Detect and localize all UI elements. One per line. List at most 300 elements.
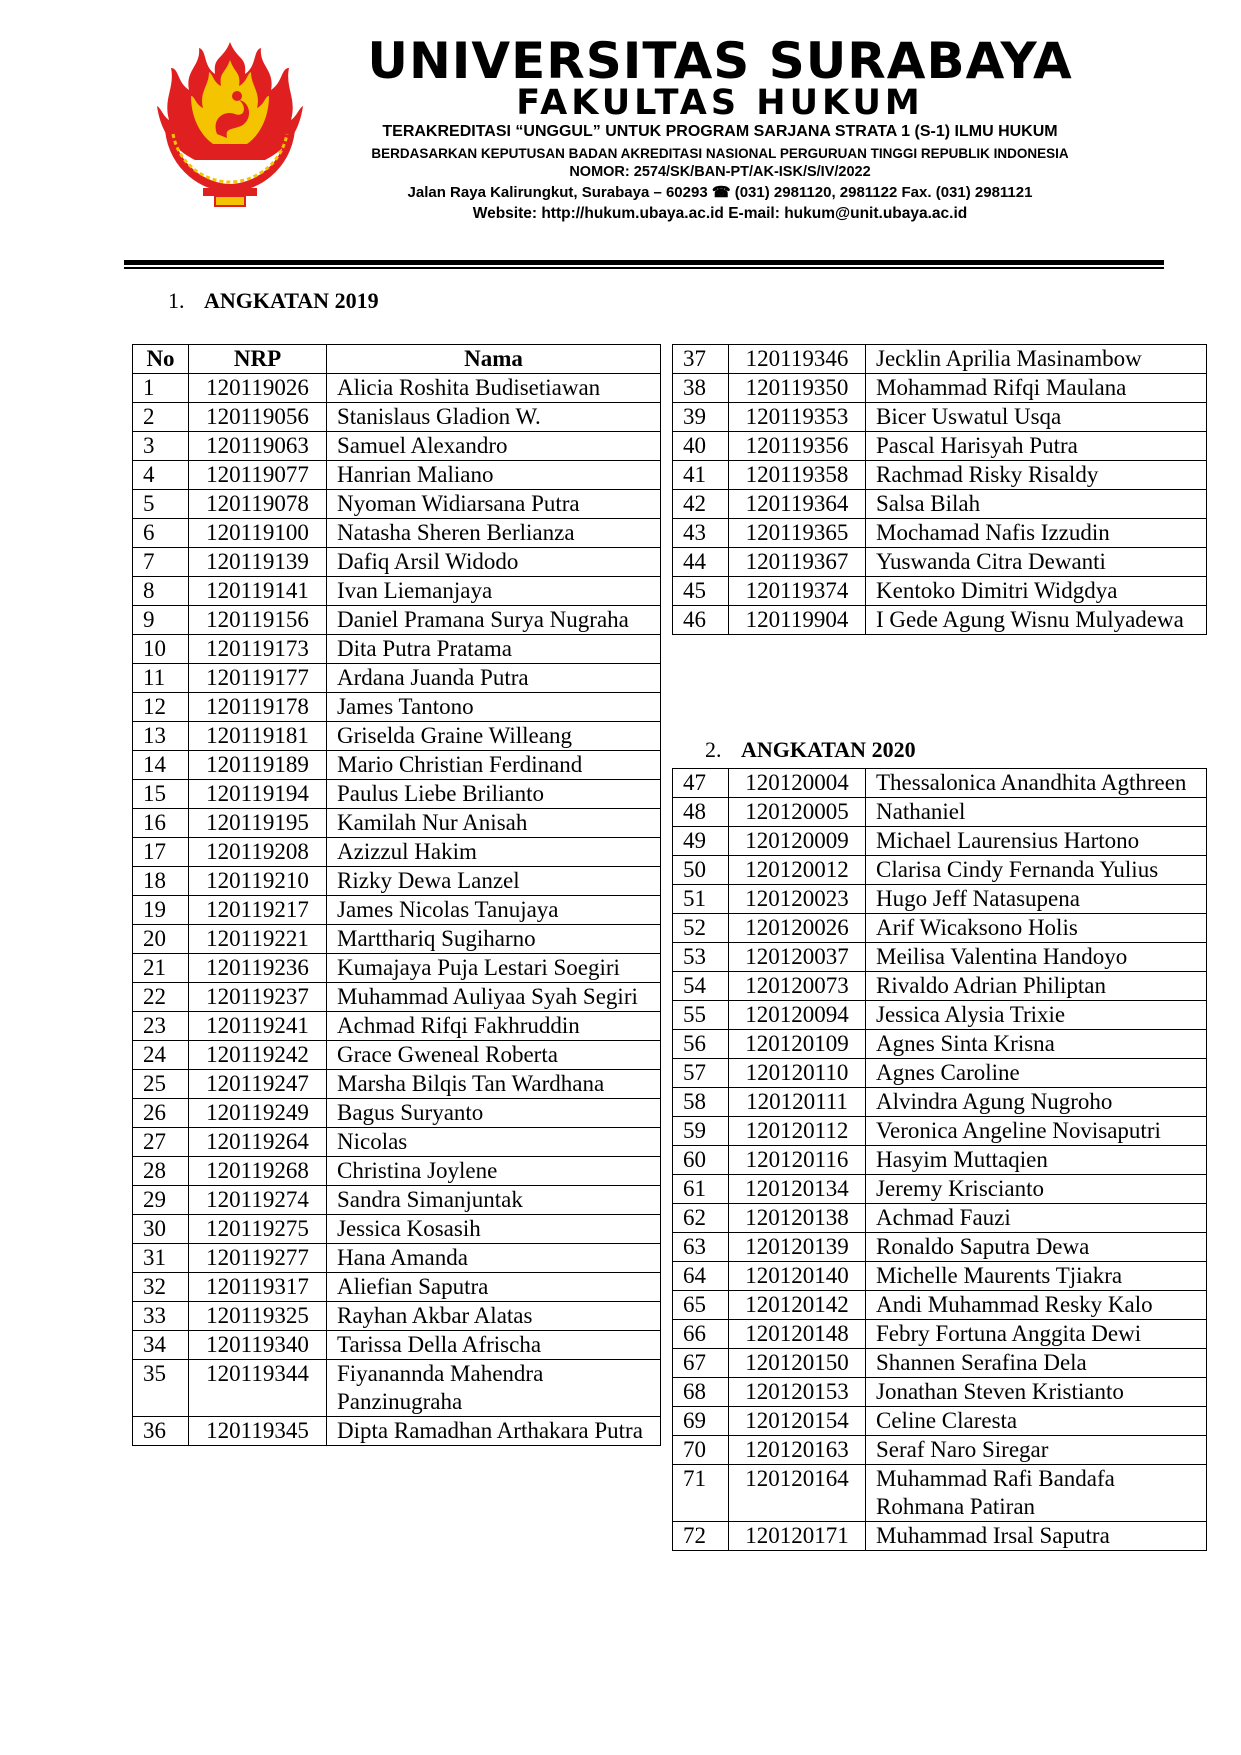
name-cell: Muhammad Rafi Bandafa Rohmana Patiran: [866, 1465, 1207, 1522]
table-row: [673, 914, 1207, 943]
row-number: 31: [133, 1244, 189, 1273]
row-number: 13: [133, 722, 189, 751]
student-table-2019-left: [132, 344, 661, 1446]
row-number: 16: [133, 809, 189, 838]
table-row: [673, 1204, 1207, 1233]
header-divider: [124, 260, 1164, 265]
nrp-cell: 120119056: [189, 403, 327, 432]
table-row: [133, 1099, 661, 1128]
nrp-cell: 120119217: [189, 896, 327, 925]
name-cell: Dipta Ramadhan Arthakara Putra: [327, 1417, 661, 1446]
row-number: 61: [673, 1175, 729, 1204]
name-cell: Nicolas: [327, 1128, 661, 1157]
row-number: 27: [133, 1128, 189, 1157]
nrp-cell: 120120150: [729, 1349, 866, 1378]
table-row: [673, 885, 1207, 914]
nrp-cell: 120120148: [729, 1320, 866, 1349]
nrp-cell: 120119904: [729, 606, 866, 635]
nrp-cell: 120119277: [189, 1244, 327, 1273]
name-cell: Bagus Suryanto: [327, 1099, 661, 1128]
row-number: 9: [133, 606, 189, 635]
name-cell: Muhammad Auliyaa Syah Segiri: [327, 983, 661, 1012]
nrp-cell: 120120110: [729, 1059, 866, 1088]
row-number: 7: [133, 548, 189, 577]
row-number: 12: [133, 693, 189, 722]
table-row: [673, 1378, 1207, 1407]
row-number: 30: [133, 1215, 189, 1244]
table-row: [133, 1012, 661, 1041]
name-cell: James Nicolas Tanujaya: [327, 896, 661, 925]
nrp-cell: 120119181: [189, 722, 327, 751]
name-cell: Kamilah Nur Anisah: [327, 809, 661, 838]
name-cell: Muhammad Irsal Saputra: [866, 1522, 1207, 1551]
row-number: 11: [133, 664, 189, 693]
nrp-cell: 120119156: [189, 606, 327, 635]
name-cell: Michael Laurensius Hartono: [866, 827, 1207, 856]
nrp-cell: 120119063: [189, 432, 327, 461]
accreditation-line: TERAKREDITASI “UNGGUL” UNTUK PROGRAM SARJANA STRATA 1 (S-1) ILMU HUKUM: [382, 123, 1058, 140]
row-number: 44: [673, 548, 729, 577]
table-row: [673, 1436, 1207, 1465]
row-number: 41: [673, 461, 729, 490]
name-cell: Jecklin Aprilia Masinambow: [866, 345, 1207, 374]
nrp-cell: 120119078: [189, 490, 327, 519]
table-row: [133, 548, 661, 577]
row-number: 62: [673, 1204, 729, 1233]
row-number: 42: [673, 490, 729, 519]
row-number: 43: [673, 519, 729, 548]
table-row: [673, 345, 1207, 374]
name-cell: Rivaldo Adrian Philiptan: [866, 972, 1207, 1001]
nrp-cell: 120120139: [729, 1233, 866, 1262]
name-cell: Ivan Liemanjaya: [327, 577, 661, 606]
name-cell: Jeremy Kriscianto: [866, 1175, 1207, 1204]
table-row: [133, 780, 661, 809]
row-number: 34: [133, 1331, 189, 1360]
nrp-cell: 120119241: [189, 1012, 327, 1041]
row-number: 67: [673, 1349, 729, 1378]
nrp-cell: 120119178: [189, 693, 327, 722]
row-number: 69: [673, 1407, 729, 1436]
nrp-cell: 120120012: [729, 856, 866, 885]
row-number: 36: [133, 1417, 189, 1446]
name-cell: Ardana Juanda Putra: [327, 664, 661, 693]
table-row: [133, 983, 661, 1012]
table-row: [673, 827, 1207, 856]
row-number: 2: [133, 403, 189, 432]
name-cell: Shannen Serafina Dela: [866, 1349, 1207, 1378]
table-row: [133, 1360, 661, 1417]
nrp-cell: 120119356: [729, 432, 866, 461]
row-number: 51: [673, 885, 729, 914]
row-number: 50: [673, 856, 729, 885]
nrp-cell: 120119275: [189, 1215, 327, 1244]
table-row: [133, 838, 661, 867]
table-row: [673, 972, 1207, 1001]
nrp-cell: 120119358: [729, 461, 866, 490]
nrp-cell: 120119208: [189, 838, 327, 867]
table-body: [673, 345, 1207, 635]
header-divider-thin: [124, 267, 1164, 269]
header-nrp: NRP: [189, 345, 327, 374]
table-row: [673, 1465, 1207, 1522]
row-number: 15: [133, 780, 189, 809]
nrp-cell: 120119345: [189, 1417, 327, 1446]
nrp-cell: 120120171: [729, 1522, 866, 1551]
table-row: [673, 856, 1207, 885]
row-number: 38: [673, 374, 729, 403]
name-cell: Natasha Sheren Berlianza: [327, 519, 661, 548]
name-cell: Ronaldo Saputra Dewa: [866, 1233, 1207, 1262]
row-number: 56: [673, 1030, 729, 1059]
name-cell: Mochamad Nafis Izzudin: [866, 519, 1207, 548]
name-cell: Kentoko Dimitri Widgdya: [866, 577, 1207, 606]
nrp-cell: 120119364: [729, 490, 866, 519]
row-number: 45: [673, 577, 729, 606]
row-number: 33: [133, 1302, 189, 1331]
row-number: 49: [673, 827, 729, 856]
row-number: 40: [673, 432, 729, 461]
nrp-cell: 120119173: [189, 635, 327, 664]
nrp-cell: 120119026: [189, 374, 327, 403]
table-row: [673, 1262, 1207, 1291]
name-cell: Achmad Fauzi: [866, 1204, 1207, 1233]
name-cell: Achmad Rifqi Fakhruddin: [327, 1012, 661, 1041]
row-number: 24: [133, 1041, 189, 1070]
name-cell: Mohammad Rifqi Maulana: [866, 374, 1207, 403]
name-cell: Seraf Naro Siregar: [866, 1436, 1207, 1465]
row-number: 6: [133, 519, 189, 548]
nrp-cell: 120120134: [729, 1175, 866, 1204]
nrp-cell: 120120142: [729, 1291, 866, 1320]
faculty-name: FAKULTAS HUKUM: [516, 83, 924, 123]
table-row: [133, 432, 661, 461]
decree-line: BERDASARKAN KEPUTUSAN BADAN AKREDITASI NASIONAL PERGURUAN TINGGI REPUBLIK INDONESIA: [371, 146, 1069, 161]
row-number: 37: [673, 345, 729, 374]
table-row: [673, 374, 1207, 403]
section-title: ANGKATAN 2019: [204, 288, 379, 313]
name-cell: James Tantono: [327, 693, 661, 722]
table-row: [673, 1349, 1207, 1378]
nrp-cell: 120120009: [729, 827, 866, 856]
ubaya-flame-seal-icon: [155, 38, 305, 208]
name-cell: Azizzul Hakim: [327, 838, 661, 867]
name-cell: Aliefian Saputra: [327, 1273, 661, 1302]
name-cell: Hanrian Maliano: [327, 461, 661, 490]
table-row: [133, 519, 661, 548]
row-number: 1: [133, 374, 189, 403]
header-no: No: [133, 345, 189, 374]
table-row: [133, 403, 661, 432]
table-row: [133, 374, 661, 403]
table-row: [673, 432, 1207, 461]
row-number: 46: [673, 606, 729, 635]
table-row: [133, 751, 661, 780]
name-cell: Sandra Simanjuntak: [327, 1186, 661, 1215]
table-row: [133, 1331, 661, 1360]
nrp-cell: 120119194: [189, 780, 327, 809]
name-cell: Kumajaya Puja Lestari Soegiri: [327, 954, 661, 983]
table-row: [133, 1041, 661, 1070]
table-row: [133, 896, 661, 925]
section-title: ANGKATAN 2020: [741, 737, 916, 762]
name-cell: Veronica Angeline Novisaputri: [866, 1117, 1207, 1146]
table-row: [673, 490, 1207, 519]
table-row: [673, 606, 1207, 635]
nrp-cell: 120120005: [729, 798, 866, 827]
table-row: [133, 1070, 661, 1099]
nrp-cell: 120119210: [189, 867, 327, 896]
table-row: [673, 1407, 1207, 1436]
nrp-cell: 120119177: [189, 664, 327, 693]
table-row: [673, 519, 1207, 548]
student-table-2020: [672, 768, 1207, 1551]
name-cell: Agnes Caroline: [866, 1059, 1207, 1088]
table-row: [133, 954, 661, 983]
table-row: [673, 1088, 1207, 1117]
section-heading-2019: [168, 288, 379, 314]
table-row: [133, 577, 661, 606]
decree-number: NOMOR: 2574/SK/BAN-PT/AK-ISK/S/IV/2022: [569, 164, 871, 180]
table-row: [673, 943, 1207, 972]
row-number: 70: [673, 1436, 729, 1465]
table-row: [133, 1244, 661, 1273]
name-cell: Febry Fortuna Anggita Dewi: [866, 1320, 1207, 1349]
row-number: 21: [133, 954, 189, 983]
name-cell: Clarisa Cindy Fernanda Yulius: [866, 856, 1207, 885]
row-number: 48: [673, 798, 729, 827]
table-row: [673, 1320, 1207, 1349]
nrp-cell: 120119249: [189, 1099, 327, 1128]
section-number: 1.: [168, 288, 185, 313]
university-name: UNIVERSITAS SURABAYA: [367, 32, 1073, 90]
name-cell: Jonathan Steven Kristianto: [866, 1378, 1207, 1407]
table-row: [673, 1117, 1207, 1146]
nrp-cell: 120119353: [729, 403, 866, 432]
nrp-cell: 120119264: [189, 1128, 327, 1157]
nrp-cell: 120119141: [189, 577, 327, 606]
website-line: Website: http://hukum.ubaya.ac.id E-mail: hukum@unit.ubaya.ac.id: [472, 205, 968, 222]
name-cell: Samuel Alexandro: [327, 432, 661, 461]
nrp-cell: 120120153: [729, 1378, 866, 1407]
row-number: 3: [133, 432, 189, 461]
name-cell: Marsha Bilqis Tan Wardhana: [327, 1070, 661, 1099]
name-cell: Rachmad Risky Risaldy: [866, 461, 1207, 490]
table-row: [133, 1215, 661, 1244]
row-number: 28: [133, 1157, 189, 1186]
row-number: 14: [133, 751, 189, 780]
nrp-cell: 120119236: [189, 954, 327, 983]
name-cell: Nyoman Widiarsana Putra: [327, 490, 661, 519]
table-row: [673, 1030, 1207, 1059]
row-number: 39: [673, 403, 729, 432]
name-cell: Paulus Liebe Brilianto: [327, 780, 661, 809]
row-number: 65: [673, 1291, 729, 1320]
row-number: 60: [673, 1146, 729, 1175]
nrp-cell: 120120023: [729, 885, 866, 914]
nrp-cell: 120119374: [729, 577, 866, 606]
row-number: 29: [133, 1186, 189, 1215]
table-row: [673, 1522, 1207, 1551]
table-row: [133, 722, 661, 751]
nrp-cell: 120120112: [729, 1117, 866, 1146]
name-cell: Bicer Uswatul Usqa: [866, 403, 1207, 432]
nrp-cell: 120120140: [729, 1262, 866, 1291]
nrp-cell: 120119340: [189, 1331, 327, 1360]
table-row: [673, 1291, 1207, 1320]
name-cell: Salsa Bilah: [866, 490, 1207, 519]
row-number: 71: [673, 1465, 729, 1522]
row-number: 68: [673, 1378, 729, 1407]
table-row: [133, 1157, 661, 1186]
name-cell: Nathaniel: [866, 798, 1207, 827]
name-cell: Martthariq Sugiharno: [327, 925, 661, 954]
name-cell: Alvindra Agung Nugroho: [866, 1088, 1207, 1117]
nrp-cell: 120120111: [729, 1088, 866, 1117]
nrp-cell: 120120138: [729, 1204, 866, 1233]
nrp-cell: 120120109: [729, 1030, 866, 1059]
name-cell: Thessalonica Anandhita Agthreen: [866, 769, 1207, 798]
name-cell: I Gede Agung Wisnu Mulyadewa: [866, 606, 1207, 635]
nrp-cell: 120120154: [729, 1407, 866, 1436]
nrp-cell: 120120163: [729, 1436, 866, 1465]
table-body: [133, 374, 661, 1446]
name-cell: Andi Muhammad Resky Kalo: [866, 1291, 1207, 1320]
table-row: [673, 1146, 1207, 1175]
row-number: 54: [673, 972, 729, 1001]
table-row: [133, 809, 661, 838]
table-row: [673, 1001, 1207, 1030]
name-cell: Hugo Jeff Natasupena: [866, 885, 1207, 914]
name-cell: Griselda Graine Willeang: [327, 722, 661, 751]
table-row: [673, 461, 1207, 490]
nrp-cell: 120120116: [729, 1146, 866, 1175]
row-number: 64: [673, 1262, 729, 1291]
nrp-cell: 120119365: [729, 519, 866, 548]
nrp-cell: 120119350: [729, 374, 866, 403]
row-number: 25: [133, 1070, 189, 1099]
section-number: 2.: [705, 737, 722, 762]
table-row: [673, 798, 1207, 827]
table-row: [133, 1417, 661, 1446]
name-cell: Grace Gweneal Roberta: [327, 1041, 661, 1070]
name-cell: Stanislaus Gladion W.: [327, 403, 661, 432]
table-row: [133, 490, 661, 519]
table-row: [133, 606, 661, 635]
table-row: [133, 1186, 661, 1215]
table-row: [673, 403, 1207, 432]
name-cell: Jessica Kosasih: [327, 1215, 661, 1244]
table-row: [133, 461, 661, 490]
row-number: 20: [133, 925, 189, 954]
name-cell: Jessica Alysia Trixie: [866, 1001, 1207, 1030]
table-row: [133, 635, 661, 664]
nrp-cell: 120119242: [189, 1041, 327, 1070]
row-number: 4: [133, 461, 189, 490]
nrp-cell: 120119077: [189, 461, 327, 490]
row-number: 19: [133, 896, 189, 925]
name-cell: Meilisa Valentina Handoyo: [866, 943, 1207, 972]
header-nama: Nama: [327, 345, 661, 374]
name-cell: Dita Putra Pratama: [327, 635, 661, 664]
row-number: 17: [133, 838, 189, 867]
row-number: 23: [133, 1012, 189, 1041]
row-number: 18: [133, 867, 189, 896]
row-number: 32: [133, 1273, 189, 1302]
nrp-cell: 120119367: [729, 548, 866, 577]
table-header-row: [133, 345, 661, 374]
nrp-cell: 120119325: [189, 1302, 327, 1331]
name-cell: Alicia Roshita Budisetiawan: [327, 374, 661, 403]
name-cell: Mario Christian Ferdinand: [327, 751, 661, 780]
nrp-cell: 120120164: [729, 1465, 866, 1522]
name-cell: Fiyanannda Mahendra Panzinugraha: [327, 1360, 661, 1417]
row-number: 53: [673, 943, 729, 972]
name-cell: Daniel Pramana Surya Nugraha: [327, 606, 661, 635]
table-row: [133, 1302, 661, 1331]
nrp-cell: 120119237: [189, 983, 327, 1012]
nrp-cell: 120119346: [729, 345, 866, 374]
nrp-cell: 120120037: [729, 943, 866, 972]
table-row: [673, 1233, 1207, 1262]
name-cell: Rizky Dewa Lanzel: [327, 867, 661, 896]
row-number: 26: [133, 1099, 189, 1128]
table-row: [133, 664, 661, 693]
table-row: [673, 769, 1207, 798]
table-row: [673, 577, 1207, 606]
row-number: 35: [133, 1360, 189, 1417]
name-cell: Rayhan Akbar Alatas: [327, 1302, 661, 1331]
nrp-cell: 120120026: [729, 914, 866, 943]
row-number: 22: [133, 983, 189, 1012]
row-number: 47: [673, 769, 729, 798]
name-cell: Pascal Harisyah Putra: [866, 432, 1207, 461]
name-cell: Celine Claresta: [866, 1407, 1207, 1436]
name-cell: Dafiq Arsil Widodo: [327, 548, 661, 577]
name-cell: Hasyim Muttaqien: [866, 1146, 1207, 1175]
table-row: [673, 548, 1207, 577]
name-cell: Arif Wicaksono Holis: [866, 914, 1207, 943]
nrp-cell: 120119189: [189, 751, 327, 780]
table-row: [673, 1175, 1207, 1204]
row-number: 58: [673, 1088, 729, 1117]
nrp-cell: 120119139: [189, 548, 327, 577]
row-number: 55: [673, 1001, 729, 1030]
table-row: [673, 1059, 1207, 1088]
row-number: 52: [673, 914, 729, 943]
table-body: [673, 769, 1207, 1551]
table-row: [133, 925, 661, 954]
nrp-cell: 120119274: [189, 1186, 327, 1215]
row-number: 59: [673, 1117, 729, 1146]
row-number: 5: [133, 490, 189, 519]
row-number: 10: [133, 635, 189, 664]
row-number: 57: [673, 1059, 729, 1088]
address-line: Jalan Raya Kalirungkut, Surabaya – 60293 ☎ (031) 2981120, 2981122 Fax. (031) 2981121: [407, 184, 1033, 201]
table-row: [133, 867, 661, 896]
nrp-cell: 120119221: [189, 925, 327, 954]
name-cell: Michelle Maurents Tjiakra: [866, 1262, 1207, 1291]
table-row: [133, 693, 661, 722]
name-cell: Yuswanda Citra Dewanti: [866, 548, 1207, 577]
name-cell: Tarissa Della Afrischa: [327, 1331, 661, 1360]
nrp-cell: 120120094: [729, 1001, 866, 1030]
row-number: 72: [673, 1522, 729, 1551]
name-cell: Christina Joylene: [327, 1157, 661, 1186]
row-number: 63: [673, 1233, 729, 1262]
row-number: 8: [133, 577, 189, 606]
nrp-cell: 120119100: [189, 519, 327, 548]
